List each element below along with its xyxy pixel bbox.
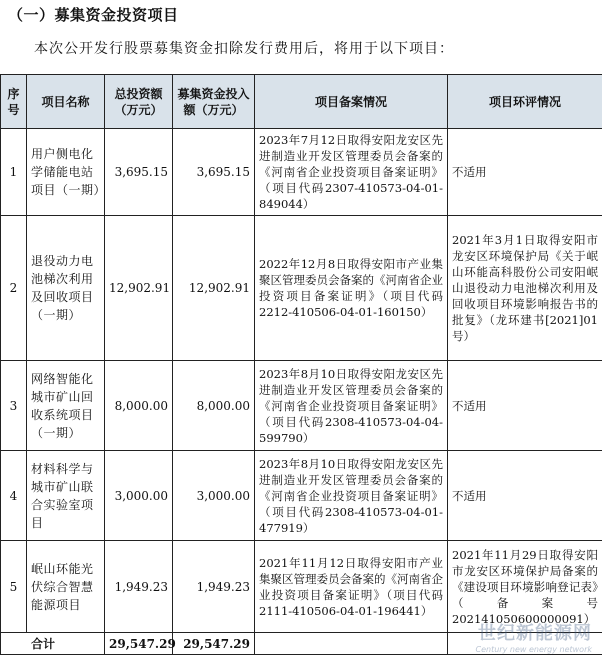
table-row	[1, 129, 602, 216]
row-total: 8,000.00	[105, 361, 173, 451]
total-raised: 29,547.29	[173, 633, 255, 655]
row-name: 岷山环能光伏综合智慧能源项目	[27, 541, 105, 633]
header-env: 项目环评情况	[448, 75, 602, 129]
header-name: 项目名称	[27, 75, 105, 129]
row-record: 2023年8月10日取得安阳龙安区先进制造业开发区管理委员会备案的《河南省企业投资项目备案证明》（项目代码2308-410573-04-01-477919）	[255, 451, 448, 541]
row-record: 2022年12月8日取得安阳市产业集聚区管理委员会备案的《河南省企业投资项目备案证明》（项目代码2212-410506-04-01-160150）	[255, 216, 448, 361]
row-env: 不适用	[448, 451, 602, 541]
row-env: 不适用	[448, 129, 602, 216]
row-no: 3	[1, 361, 27, 451]
header-raised: 募集资金投入额（万元）	[173, 75, 255, 129]
table-row	[1, 541, 602, 633]
row-raised: 3,000.00	[173, 451, 255, 541]
row-env: 2021年3月1日取得安阳市龙安区环境保护局《关于岷山环能高科股份公司安阳岷山退役动力电池梯次利用及回收项目环境影响报告书的批复》（龙环建书[2021]01号）	[448, 216, 602, 361]
header-no: 序号	[1, 75, 27, 129]
investment-projects-table	[0, 74, 602, 655]
row-name: 网络智能化城市矿山回收系统项目（一期）	[27, 361, 105, 451]
table-row	[1, 216, 602, 361]
header-total: 总投资额（万元）	[105, 75, 173, 129]
row-env: 不适用	[448, 361, 602, 451]
row-record: 2023年7月12日取得安阳龙安区先进制造业开发区管理委员会备案的《河南省企业投资项目备案证明》（项目代码2307-410573-04-01-849044）	[255, 129, 448, 216]
row-record: 2023年8月10日取得安阳龙安区先进制造业开发区管理委员会备案的《河南省企业投资项目备案证明》（项目代码2308-410573-04-04-599790）	[255, 361, 448, 451]
table-row	[1, 451, 602, 541]
watermark-cn: 世纪新能源网	[478, 623, 592, 644]
row-no: 4	[1, 451, 27, 541]
row-env: 2021年11月29日取得安阳市龙安区环境保护局备案的《建设项目环境影响登记表》（备案号202141050600000091）	[448, 541, 602, 633]
watermark-en: Century new energy network	[475, 645, 592, 654]
row-name: 退役动力电池梯次利用及回收项目（一期）	[27, 216, 105, 361]
header-record: 项目备案情况	[255, 75, 448, 129]
row-no: 5	[1, 541, 27, 633]
total-total: 29,547.29	[105, 633, 173, 655]
row-total: 12,902.91	[105, 216, 173, 361]
row-raised: 8,000.00	[173, 361, 255, 451]
row-name: 材料科学与城市矿山联合实验室项目	[27, 451, 105, 541]
row-raised: 3,695.15	[173, 129, 255, 216]
section-heading: （一）募集资金投资项目	[8, 6, 179, 24]
row-total: 3,000.00	[105, 451, 173, 541]
row-no: 1	[1, 129, 27, 216]
row-raised: 12,902.91	[173, 216, 255, 361]
table-row	[1, 361, 602, 451]
table-header-row	[1, 75, 602, 129]
row-record: 2021年11月12日取得安阳市产业集聚区管理委员会备案的《河南省企业投资项目备案证明》（项目代码2111-410506-04-01-196441）	[255, 541, 448, 633]
row-no: 2	[1, 216, 27, 361]
row-raised: 1,949.23	[173, 541, 255, 633]
row-name: 用户侧电化学储能电站项目（一期）	[27, 129, 105, 216]
row-total: 3,695.15	[105, 129, 173, 216]
table-total-row	[1, 633, 602, 655]
total-empty-env	[448, 633, 602, 655]
intro-paragraph: 本次公开发行股票募集资金扣除发行费用后，将用于以下项目：	[34, 41, 454, 57]
total-label: 合计	[1, 633, 105, 655]
total-empty-record	[255, 633, 448, 655]
row-total: 1,949.23	[105, 541, 173, 633]
